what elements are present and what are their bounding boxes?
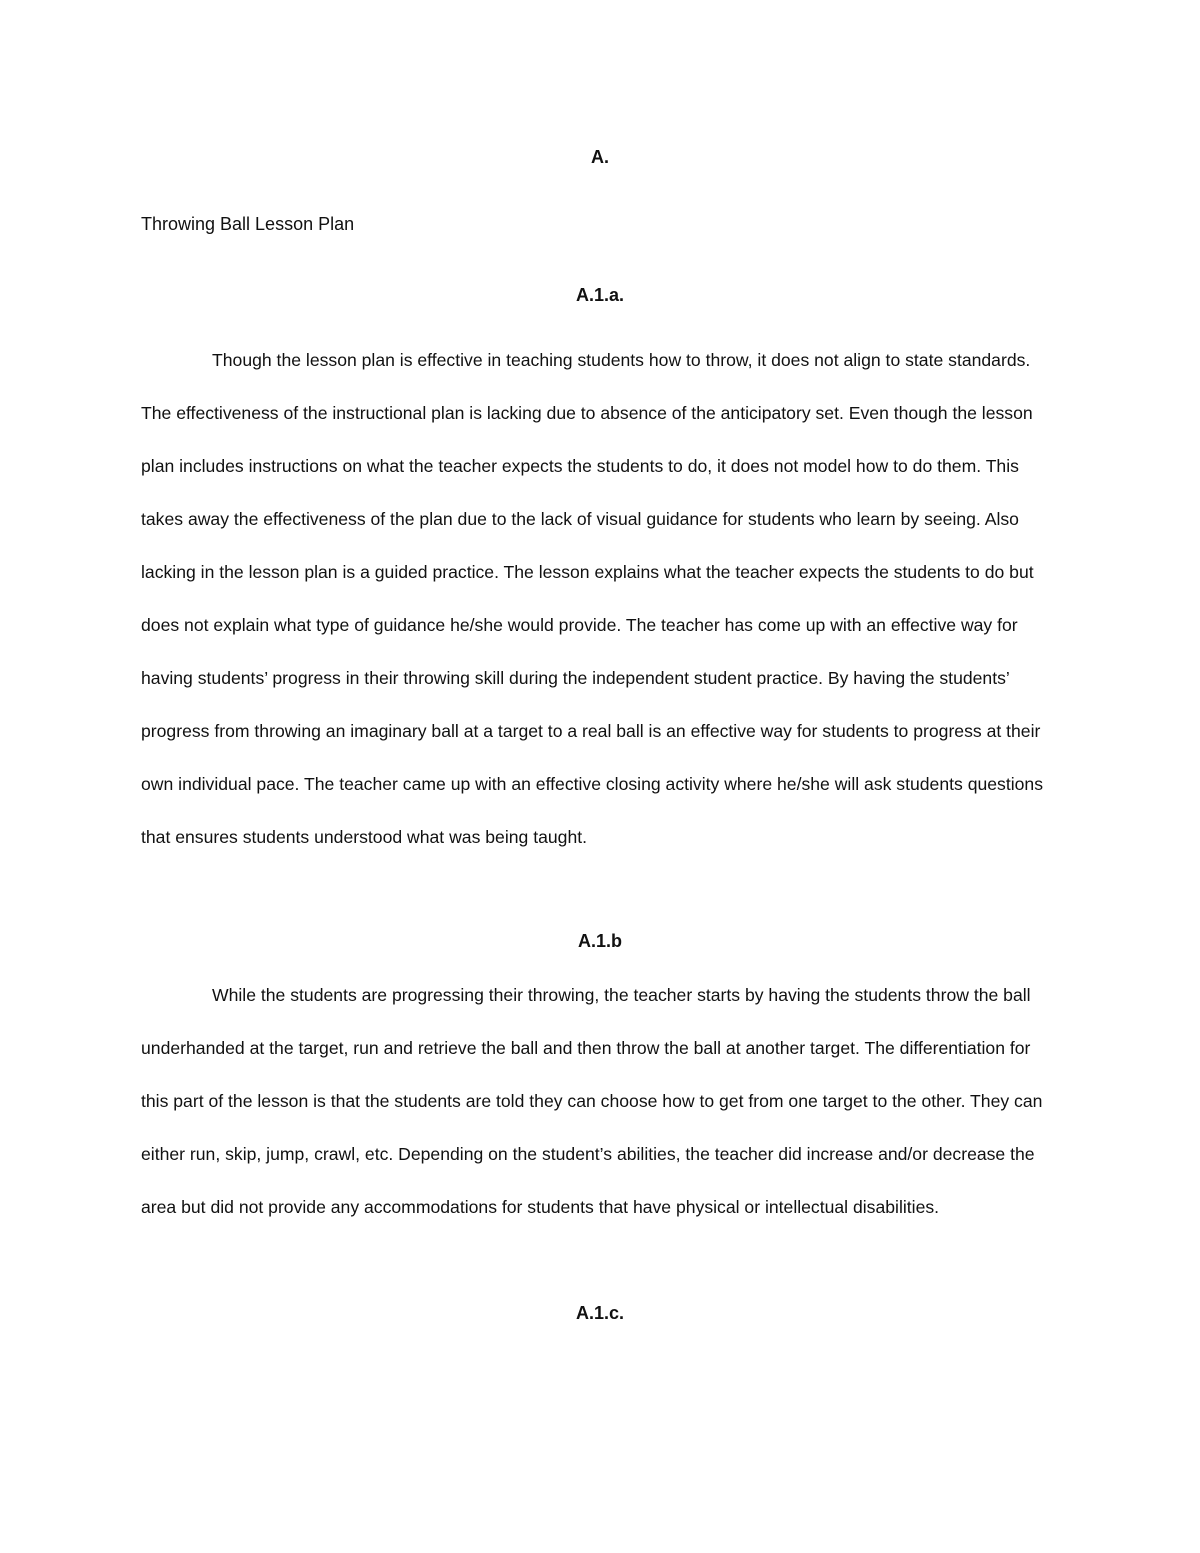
section-heading-a1a: A.1.a.: [575, 285, 625, 305]
section-heading-a: A.: [591, 147, 609, 167]
document-title: Throwing Ball Lesson Plan: [141, 214, 355, 234]
paragraph-a1a: Though the lesson plan is effective in teaching students how to throw, it does not align to state standards. The effectiveness of the instructional plan is lacking due to absence of the anticipatory set. Even though the lesson plan includes instructions on what the teacher expects the students to do, it does not model how to do them. This takes away the effectiveness of the plan due to the lack of visual guidance for students who learn by seeing. Also lacking in the lesson plan is a guided practice. The lesson explains what the teacher expects the students to do but does not explain what type of guidance he/she would provide. The teacher has come up with an effective way for having students’ progress in their throwing skill during the independent student practice. By having the students’ progress from throwing an imaginary ball at a target to a real ball is an effective way for students to progress at their own individual pace. The teacher came up with an effective closing activity where he/she will ask students questions that ensures students understood what was being taught.: [141, 350, 1044, 847]
section-heading-a1c: A.1.c.: [575, 1303, 625, 1323]
section-heading-a1b: A.1.b: [577, 931, 622, 951]
paragraph-a1b: While the students are progressing their throwing, the teacher starts by having the students throw the ball underhanded at the target, run and retrieve the ball and then throw the ball at another target. The differentiation for this part of the lesson is that the students are told they can choose how to get from one target to the other. They can either run, skip, jump, crawl, etc. Depending on the student’s abilities, the teacher did increase and/or decrease the area but did not provide any accommodations for students that have physical or intellectual disabilities.: [141, 985, 1043, 1217]
